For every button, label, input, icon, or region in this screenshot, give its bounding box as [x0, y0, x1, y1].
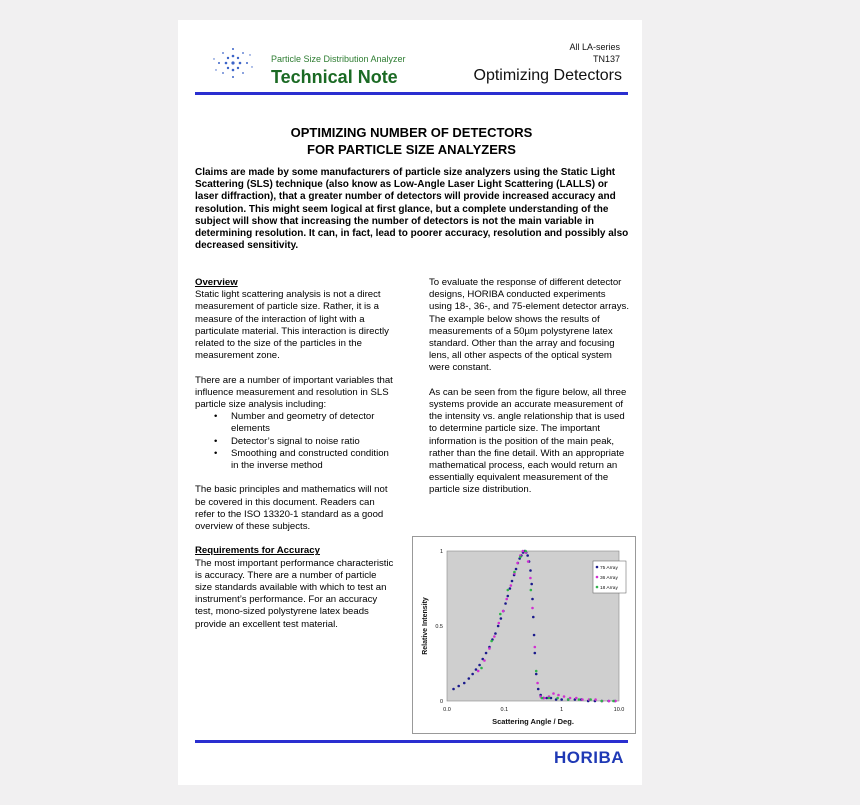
data-point: [457, 685, 460, 688]
data-point: [527, 560, 530, 563]
title-line-1: OPTIMIZING NUMBER OF DETECTORS: [290, 125, 533, 140]
legend-label: 18 Array: [600, 585, 618, 591]
data-point: [509, 587, 512, 590]
data-point: [515, 568, 518, 571]
data-point: [513, 571, 516, 574]
data-point: [531, 607, 534, 610]
title-line-2: FOR PARTICLE SIZE ANALYZERS: [307, 142, 516, 157]
data-point: [567, 698, 570, 701]
data-point: [483, 659, 486, 662]
variables-list: [195, 411, 395, 472]
data-point: [524, 550, 527, 553]
y-tick-label: 0.5: [435, 624, 443, 630]
data-point: [594, 698, 597, 701]
data-point: [526, 554, 529, 557]
footer-rule: [195, 740, 628, 743]
legend-marker: [596, 566, 599, 569]
x-tick-label: 10.0: [613, 707, 625, 713]
y-tick-label: 0: [439, 699, 443, 705]
data-point: [600, 700, 603, 703]
data-point: [507, 589, 510, 592]
data-point: [530, 583, 533, 586]
header-rule: [195, 92, 628, 95]
data-point: [502, 610, 505, 613]
x-tick-label: 1: [560, 707, 564, 713]
data-point: [535, 673, 538, 676]
overview-paragraph-2: There are a number of important variables that influence measurement and resolution in SLS particle size analysis including:: [195, 374, 393, 411]
data-point: [548, 697, 551, 700]
right-paragraph-2: As can be seen from the figure below, all three systems provide an accurate measurement of the intensity vs. angle relationship that is used to determine particle size. The important information is the position of the main peak, rather than the fine detail. With an appropriate mathematical process, each would return an essentially equivalent measurement of the particle size distribution.: [429, 386, 627, 496]
data-point: [581, 698, 584, 701]
data-point: [535, 670, 538, 673]
data-point: [507, 595, 510, 598]
header-note-number: TN137: [592, 54, 620, 64]
data-point: [500, 617, 503, 620]
data-point: [493, 635, 496, 638]
data-point: [532, 616, 535, 619]
data-point: [497, 625, 500, 628]
y-tick-label: 1: [439, 549, 443, 555]
data-point: [522, 550, 525, 553]
data-point: [499, 613, 502, 616]
legend-label: 75 Array: [600, 565, 618, 571]
right-paragraph-1: To evaluate the response of different detector designs, HORIBA conducted experiments using 18-, 36-, and 75-element detector arrays. The example below shows the results of measurements of a 50µm polystyrene latex standard. Other than the array and focusing lens, all other aspects of the optical system were constant.: [429, 277, 629, 374]
data-point: [536, 682, 539, 685]
data-point: [511, 580, 514, 583]
overview-paragraph-3: The basic principles and mathematics will not be covered in this document. Readers can refer to the ISO 13320-1 standard as a good overview of these subjects.: [195, 484, 388, 533]
x-tick-label: 0.0: [443, 707, 451, 713]
data-point: [485, 652, 488, 655]
scattering-chart: [412, 536, 636, 734]
data-point: [529, 569, 532, 572]
overview-paragraph-1: Static light scattering analysis is not a direct measurement of particle size. Rather, it is a measure of the interaction of light with a particulate material. This interaction is directly related to the size of the particles in the measurement zone.: [195, 289, 389, 362]
data-point: [531, 598, 534, 601]
data-point: [530, 589, 533, 592]
document-page: [178, 20, 642, 785]
data-point: [510, 584, 513, 587]
data-point: [533, 634, 536, 637]
intro-paragraph: Claims are made by some manufacturers of particle size analyzers using the Static Light Scattering (SLS) technique (also know as Low-Angle Laser Light Scattering (LALLS) or laser diffraction), that a greater number of detectors will provide increased accuracy and resolution. This might seem logical at first glance, but a complete understanding of the subject will show that increasing the number of detectors is not the main variable in determining resolution. It can, in fact, lead to poorer accuracy, resolution and possibly also decreased sensitivity.: [195, 167, 629, 252]
chart-svg: [413, 537, 635, 733]
y-axis-label: Relative Intensity: [422, 597, 429, 655]
horiba-brand-logo: HORIBA: [553, 748, 624, 767]
data-point: [557, 694, 560, 697]
accuracy-heading: Requirements for Accuracy: [195, 545, 320, 557]
list-item: • Number and geometry of detector elements: [231, 411, 395, 435]
data-point: [534, 646, 537, 649]
data-point: [488, 647, 491, 650]
data-point: [519, 556, 522, 559]
data-point: [556, 697, 559, 700]
data-point: [471, 673, 474, 676]
data-point: [463, 682, 466, 685]
list-item: • Smoothing and constructed condition in the inverse method: [231, 448, 395, 472]
data-point: [477, 670, 480, 673]
data-point: [494, 632, 497, 635]
data-point: [516, 562, 519, 565]
left-column: [195, 277, 395, 631]
data-point: [589, 698, 592, 701]
header-topic: Optimizing Detectors: [473, 67, 622, 84]
data-point: [529, 577, 532, 580]
x-axis-label: Scattering Angle / Deg.: [492, 717, 574, 726]
data-point: [452, 688, 455, 691]
data-point: [480, 667, 483, 670]
data-point: [552, 692, 555, 695]
data-point: [505, 598, 508, 601]
legend-marker: [596, 586, 599, 589]
data-point: [534, 652, 537, 655]
data-point: [478, 664, 481, 667]
data-point: [560, 698, 563, 701]
data-point: [608, 700, 611, 703]
data-point: [575, 697, 578, 700]
data-point: [497, 622, 500, 625]
header-title: Technical Note: [271, 67, 398, 87]
data-point: [537, 688, 540, 691]
data-point: [467, 677, 470, 680]
list-item: • Detector’s signal to noise ratio: [231, 436, 395, 448]
x-tick-label: 0.1: [500, 707, 509, 713]
data-point: [578, 698, 581, 701]
header-series: All LA-series: [569, 42, 620, 52]
legend-marker: [596, 576, 599, 579]
data-point: [504, 602, 507, 605]
overview-heading: Overview: [195, 277, 238, 288]
data-point: [563, 695, 566, 698]
accuracy-paragraph: The most important performance characteristic is accuracy. There are a number of particle size standards available with which to test an instrument’s performance. For an accuracy test, mono-sized polystyrene latex beads provide an excellent test material.: [195, 557, 394, 630]
data-point: [543, 697, 546, 700]
data-point: [490, 640, 493, 643]
document-title: [195, 124, 628, 158]
data-point: [475, 668, 478, 671]
legend-label: 36 Array: [600, 575, 618, 581]
header-subtitle: Particle Size Distribution Analyzer: [271, 54, 406, 64]
right-column: [429, 277, 629, 497]
data-point: [612, 700, 615, 703]
data-point: [540, 697, 543, 700]
